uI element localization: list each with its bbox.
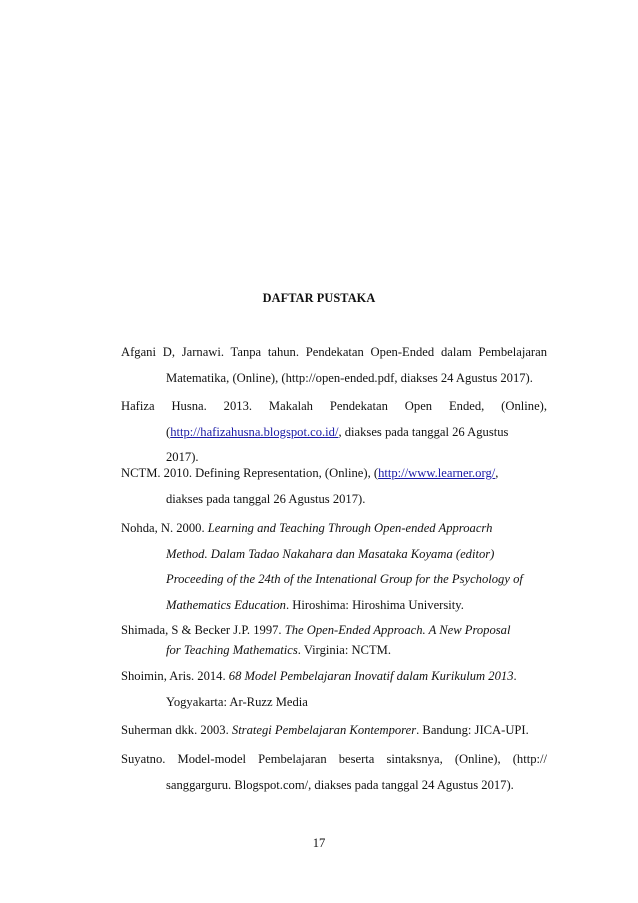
text-fragment: Shoimin, Aris. 2014.	[121, 669, 229, 683]
book-title: Strategi Pembelajaran Kontemporer	[231, 723, 417, 737]
reference-nohda	[121, 516, 547, 618]
text-fragment: ,	[495, 466, 499, 480]
text-fragment: (	[166, 424, 171, 439]
reference-line: Yogyakarta: Ar-Ruzz Media	[166, 694, 308, 709]
reference-line: diakses pada tanggal 26 Agustus 2017).	[166, 491, 366, 506]
reference-line: Afgani D, Jarnawi. Tanpa tahun. Pendekatan Open-Ended dalam Pembelajaran	[121, 345, 547, 359]
reference-line	[121, 461, 547, 487]
book-title: Mathematics Education	[166, 597, 286, 612]
reference-shoimin	[121, 664, 547, 715]
reference-line	[121, 640, 547, 660]
reference-suherman	[121, 718, 547, 744]
hafizahusna-link[interactable]: http://hafizahusna.blogspot.co.id/	[170, 424, 339, 439]
reference-line: 2017).	[166, 450, 199, 464]
book-title: Learning and Teaching Through Open-ended Approacrh	[207, 521, 493, 535]
text-fragment: NCTM. 2010. Defining Representation, (Online), (	[121, 466, 379, 480]
page-number: 17	[312, 836, 326, 850]
text-fragment: .	[513, 669, 517, 683]
text-fragment: Nohda, N. 2000.	[121, 521, 208, 535]
text-fragment: Shimada, S & Becker J.P. 1997.	[121, 623, 285, 637]
text-fragment: . Bandung: JICA-UPI.	[416, 723, 529, 737]
learner-org-link[interactable]: http://www.learner.org/	[378, 466, 496, 480]
reference-line: sanggarguru. Blogspot.com/, diakses pada tanggal 24 Agustus 2017).	[166, 777, 514, 792]
text-fragment: , diakses pada tanggal 26 Agustus	[338, 424, 509, 439]
book-title: for Teaching Mathematics	[166, 643, 298, 657]
book-title: The Open-Ended Approach. A New Proposal	[284, 623, 511, 637]
reference-hafiza	[121, 394, 547, 471]
reference-line: Matematika, (Online), (http://open-ended.pdf, diakses 24 Agustus 2017).	[166, 370, 533, 385]
reference-line	[121, 718, 547, 744]
text-fragment: Suherman dkk. 2003.	[121, 723, 232, 737]
reference-line	[121, 516, 547, 542]
reference-line	[121, 620, 547, 640]
reference-line	[121, 664, 547, 690]
reference-line: Proceeding of the 24th of the Intenational Group for the Psychology of	[166, 572, 523, 586]
reference-nctm	[121, 461, 547, 512]
text-fragment: . Virginia: NCTM.	[297, 643, 392, 657]
reference-line: Hafiza Husna. 2013. Makalah Pendekatan Open Ended, (Online),	[121, 399, 547, 413]
page-title: DAFTAR PUSTAKA	[262, 291, 376, 305]
reference-afgani	[121, 340, 547, 391]
reference-line: Suyatno. Model-model Pembelajaran beserta sintaksnya, (Online), (http://	[121, 752, 547, 766]
reference-shimada	[121, 620, 547, 660]
reference-line	[121, 593, 547, 619]
reference-suyatno	[121, 747, 547, 798]
reference-line: Method. Dalam Tadao Nakahara dan Masataka Koyama (editor)	[166, 546, 495, 561]
reference-line	[121, 420, 547, 446]
book-title: 68 Model Pembelajaran Inovatif dalam Kurikulum 2013	[228, 669, 514, 683]
text-fragment: . Hiroshima: Hiroshima University.	[285, 597, 464, 612]
